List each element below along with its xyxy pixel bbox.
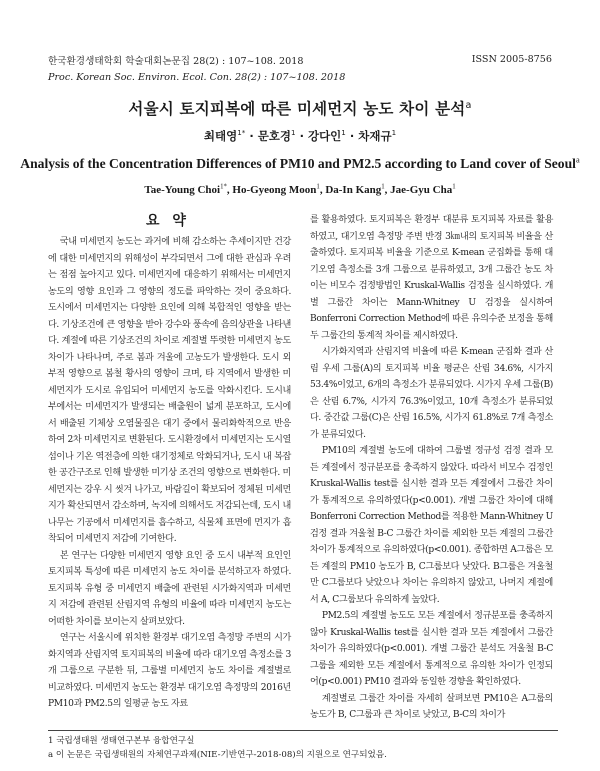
author-ko: 문호경	[257, 129, 292, 143]
paragraph: 계절별로 그룹간 차이를 자세히 살펴보면 PM10은 A그룹의 농도가 B, C그룹과 큰 차이로 낮았고, B-C의 차이가	[310, 693, 553, 720]
title-en-sup: a	[575, 154, 580, 165]
paragraph: 연구는 서울시에 위치한 환경부 대기오염 측정망 주변의 시가화지역과 산림지역 토지피복의 비율에 따라 대기오염 측정소를 3개 그룹으로 구분한 뒤, 그룹별 미세먼지 농도 차이를 계절별로 비교하였다. 미세먼지 농도는 환경부 대기오염 측정망의 2016년 PM10과 PM2.5의 일평균 농도 자료	[48, 633, 291, 709]
author-ko-sup: 1	[341, 128, 346, 138]
title-ko-sup: a	[465, 99, 472, 111]
author-ko-sup: 1	[391, 128, 397, 138]
author-en: Tae-Young Choi	[144, 184, 221, 196]
title-en-text: Analysis of the Concentration Differences of PM10 and PM2.5 according to Land cover of Seoul	[20, 156, 576, 171]
footnotes	[48, 730, 558, 762]
title-ko-text: 서울시 토지피복에 따른 미세먼지 농도 차이 분석	[128, 100, 466, 118]
abstract-heading: 요 약	[146, 213, 190, 229]
author-ko: 차재규	[358, 129, 392, 143]
paragraph: 시가화지역과 산림지역 비율에 따른 K-mean 군집화 결과 산림 우세 그룹(A)의 토지피복 비율 평균은 산림 34.6%, 시가지 53.4%이었고, 6개의 측정소가 분류되었다. 시가지 우세 그룹(B)은 산림 6.7%, 시가지 76.3%이었고, 10개 측정소가 분류되었다. 중간값 그룹(C)은 산림 16.5%, 시가지 61.8%로 7개 측정소가 분류되었다.	[310, 347, 553, 440]
journal-citation-ko: 한국환경생태학회 학술대회논문집 28(2) : 107~108. 2018	[48, 56, 304, 67]
issn: ISSN 2005-8756	[471, 54, 552, 65]
author-en-sup: 1	[381, 183, 385, 191]
footnote-funding: a 이 논문은 국립생태원의 자체연구과제(NIE-기반연구-2018-08)의 지원으로 연구되었음.	[48, 750, 387, 760]
author-en: Da-In Kang	[325, 184, 382, 196]
footnote-affiliation: 1 국립생태원 생태연구본부 융합연구실	[48, 736, 195, 746]
right-column	[310, 212, 553, 724]
left-column	[48, 234, 291, 713]
paragraph: 를 활용하였다. 토지피복은 환경부 대분류 토지피복 자료를 활용하였고, 대기오염 측정망 주변 반경 3㎞내의 토지피복 비율을 산출하였다. 토지피복 비율을 기준으로 K-mean 군집화를 통해 대기오염 측정소를 3개 그룹으로 분류하였고, 3개 그룹간 농도 차이는 비모수 검정방법인 Kruskal-Wallis 검정을 실시하였다. 개별 그룹간 차이는 Mann-Whitney U 검정을 실시하여 Bonferroni Correction Method에 따른 유의수준 보정을 통해 두 그룹간의 통계적 차이를 제시하였다.	[310, 215, 553, 341]
paragraph: PM2.5의 계절별 농도도 모든 계절에서 정규분포를 충족하지 않아 Kruskal-Wallis test를 실시한 결과 모든 계절에서 그룹간 차이가 유의하였다(p<0.001). 개별 그룹간 분석도 겨울철 B-C 그룹을 제외한 모든 계절에서 통계적으로 유의한 차이가 인정되어(p<0.001) PM10 결과와 동일한 경향을 확인하였다.	[310, 611, 553, 687]
paragraph: 국내 미세먼지 농도는 과거에 비해 감소하는 추세이지만 건강에 대한 미세먼지의 위해성이 부각되면서 그에 대한 관심과 우려는 점점 높아지고 있다. 미세먼지에 대응하기 위해서는 미세먼지 농도의 영향 요인과 그 영향의 정도를 파악하는 것이 중요하다. 도시에서 미세먼지는 다양한 요인에 의해 복합적인 영향을 받는다. 기상조건에 큰 영향을 받아 강수와 풍속에 음의상관을 나타낸다. 계절에 따른 기상조건의 차이로 계절별 뚜렷한 미세먼지 농도 차이가 나타나며, 주로 봄과 겨울에 고농도가 발생한다. 도시 외부적 영향으로 봄철 황사의 영향이 크며, 타 지역에서 발생한 미세먼지가 도시로 유입되어 미세먼지 농도를 악화시킨다. 도시내부에서는 미세먼지가 발생되는 배출원이 넓게 분포하고, 도시에서 배출된 기체상 오염물질은 대기 중에서 물리화학적으로 반응하여 2차 미세먼지로 변환된다. 도시환경에서 미세먼지는 도시열섬이나 기온 역전층에 의한 대기정체로 악화되거나, 도시 내 복잡한 공간구조로 인해 발생한 미기상 조건의 영향으로 변화한다. 미세먼지는 강우 시 씻겨 나가고, 바람길이 확보되어 정체된 미세먼지가 확산되면서 감소하며, 녹지에 의해서도 저감되는데, 도시 내 나무는 기공에서 미세먼지를 흡수하고, 식물체 표면에 먼지가 흡착되어 미세먼지 저감에 기여한다.	[48, 237, 291, 544]
paper-title-ko	[0, 97, 600, 119]
author-ko: 최태영	[203, 129, 238, 143]
paragraph: 본 연구는 다양한 미세먼지 영향 요인 중 도시 내부적 요인인 토지피복 특성에 따른 미세먼지 농도 차이를 분석하고자 하였다. 토지피복 유형 중 미세먼지 배출에 관련된 시가화지역과 미세먼지 저감에 관련된 산림지역 유형의 비율에 따라 미세먼지 농도는 어떠한 차이를 보이는지 살펴보았다.	[48, 550, 291, 627]
author-ko: 강다인	[307, 129, 342, 143]
author-ko-sup: 1*	[237, 128, 246, 138]
authors-ko: 최태영$^{1*}$ · 문호경$^1$ · 강다인$^1$ · 차재규$^1$	[203, 128, 397, 143]
author-ko-sup: 1	[291, 128, 296, 138]
author-en-sup: 1*	[220, 183, 227, 191]
journal-header	[48, 54, 345, 86]
journal-citation-en: Proc. Korean Soc. Environ. Ecol. Con. 28(2) : 107~108. 2018	[48, 72, 346, 83]
author-en-sup: 1	[316, 183, 320, 191]
author-en: Jae-Gyu Cha	[390, 184, 453, 196]
author-en-sup: 1	[452, 183, 456, 191]
author-en: Ho-Gyeong Moon	[232, 184, 317, 196]
paper-title-en	[20, 156, 580, 172]
paragraph: PM10의 계절별 농도에 대하여 그룹별 정규성 검정 결과 모든 계절에서 정규분포를 충족하지 않았다. 따라서 비모수 검정인 Kruskal-Wallis test를 실시한 결과 모든 계절에서 그룹간 차이가 통계적으로 유의하였다(p<0.001). 개별 그룹간 차이에 대해 Bonferroni Correction Method를 적용한 Mann-Whitney U 검정 결과 겨울철 B-C 그룹간 차이를 제외한 모든 계절의 그룹간 차이가 통계적으로 유의하였다(p<0.001). 종합하면 A그룹은 모든 계절의 PM10 농도가 B, C그룹보다 낮았다. B그룹은 겨울철만 C그룹보다 낮았으나 차이는 유의하지 않았고, 나머지 계절에서 A, C그룹보다 유의하게 높았다.	[310, 446, 553, 605]
authors-en: Tae-Young Choi$^{1*}$, Ho-Gyeong Moon$^1$, Da-In Kang$^1$, Jae-Gyu Cha$^1$	[144, 183, 456, 196]
